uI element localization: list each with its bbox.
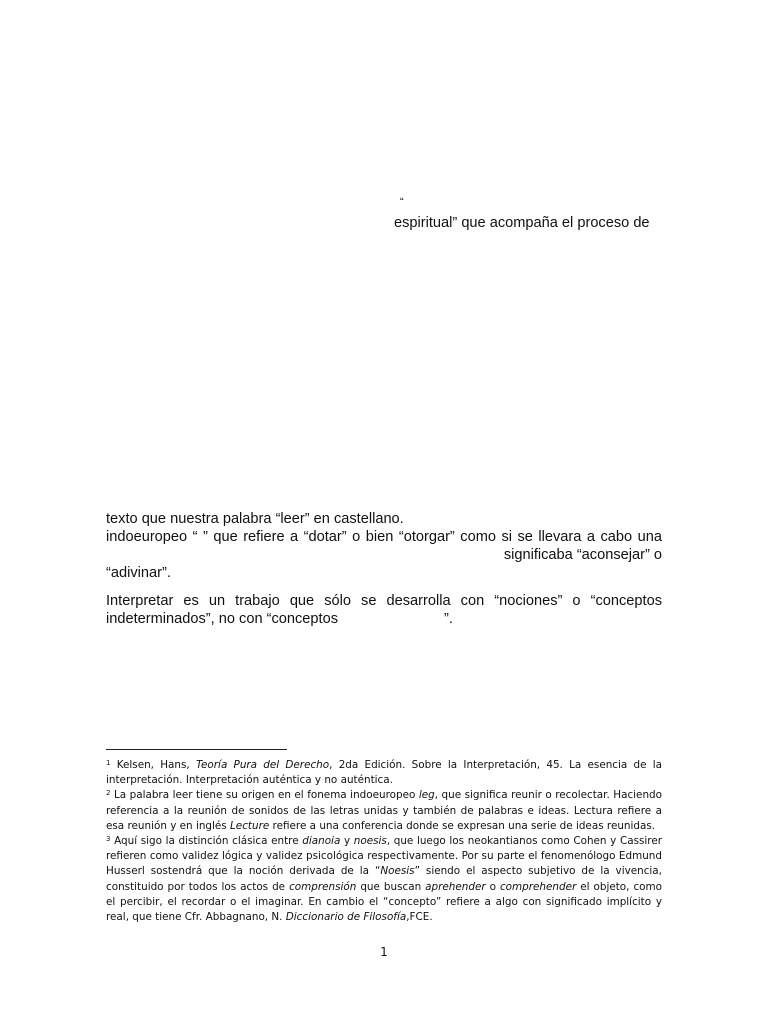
footnote-text: refiere a una conferencia donde se expresan una serie de ideas reunidas. — [269, 819, 656, 832]
footnote-text: ” siendo el aspecto subjetivo de la vivencia, constituido por todos los actos de — [106, 865, 662, 893]
open-quote-fragment: “ — [400, 196, 404, 208]
espiritual-line-fragment: espiritual” que acompaña el proceso de — [394, 215, 650, 231]
footnote-text: , que significa reunir o recolectar. Haciendo referencia a la reunión de sonidos de las letras unidas y también de palabras e ideas. Lectura refiere a esa reunión y en inglés — [106, 789, 662, 832]
footnote-text: ,FCE. — [406, 911, 433, 924]
footnote-italic: Noesis — [380, 865, 415, 878]
footnote-italic: leg — [418, 789, 435, 802]
footnote-1 — [106, 758, 662, 788]
paragraph1-line1: texto que nuestra palabra “leer” en castellano. — [106, 511, 404, 527]
footnote-text: y — [340, 835, 354, 848]
footnote-separator — [106, 749, 287, 750]
footnote-text: Kelsen, Hans, — [110, 759, 196, 771]
footnote-italic: comprensión — [289, 880, 357, 893]
footnote-italic: Teoría Pura del Derecho — [195, 759, 330, 771]
footnote-italic: Diccionario de Filosofía — [285, 911, 407, 924]
footnotes — [106, 758, 662, 925]
footnote-text: Aquí sigo la distinción clásica entre — [110, 835, 303, 848]
footnote-italic: comprehender — [499, 880, 577, 893]
paragraph2-line1: Interpretar es un trabajo que sólo se desarrolla con “nociones” o “conceptos — [106, 593, 662, 609]
footnote-2 — [106, 788, 662, 834]
footnote-italic: dianoia — [302, 835, 341, 848]
footnote-italic: noesis — [353, 835, 387, 848]
footnote-mark: 1 — [106, 759, 111, 767]
footnote-mark: 3 — [106, 835, 111, 844]
footnote-3 — [106, 834, 662, 925]
paragraph2-line2-end: ”. — [444, 611, 453, 627]
footnote-italic: aprehender — [425, 880, 486, 893]
footnote-text: o — [485, 880, 500, 893]
paragraph2-line2 — [106, 610, 662, 628]
footnote-text: que buscan — [356, 880, 426, 893]
paragraph1-line4: “adivinar”. — [106, 565, 171, 581]
footnote-mark: 2 — [106, 789, 111, 798]
paragraph1-line2: indoeuropeo “ ” que refiere a “dotar” o bien “otorgar” como si se llevara a cabo una — [106, 529, 662, 545]
paragraph1-line3: significaba “aconsejar” o — [503, 547, 662, 563]
footnote-italic: Lecture — [230, 819, 270, 832]
footnote-text: el objeto, como el percibir, el recordar o el imaginar. En cambio el “concepto” refiere a algo con significado implícito y real, que tiene Cfr. Abbagnano, N. — [106, 880, 662, 924]
page-number: 1 — [380, 945, 388, 959]
paragraph2-line2-start: indeterminados”, no con “conceptos — [106, 611, 339, 627]
footnote-text: , que luego los neokantianos como Cohen y Cassirer refieren como validez lógica y validez psicológica respectivamente. Por su parte el fenomenólogo Edmund Husserl sostendrá que la noción derivada de la “ — [106, 835, 662, 878]
footnote-text: La palabra leer tiene su origen en el fonema indoeuropeo — [110, 789, 419, 802]
footnote-text: , 2da Edición. Sobre la Interpretación, 45. La esencia de la interpretación. Interpretación auténtica y no auténtica. — [106, 759, 663, 787]
